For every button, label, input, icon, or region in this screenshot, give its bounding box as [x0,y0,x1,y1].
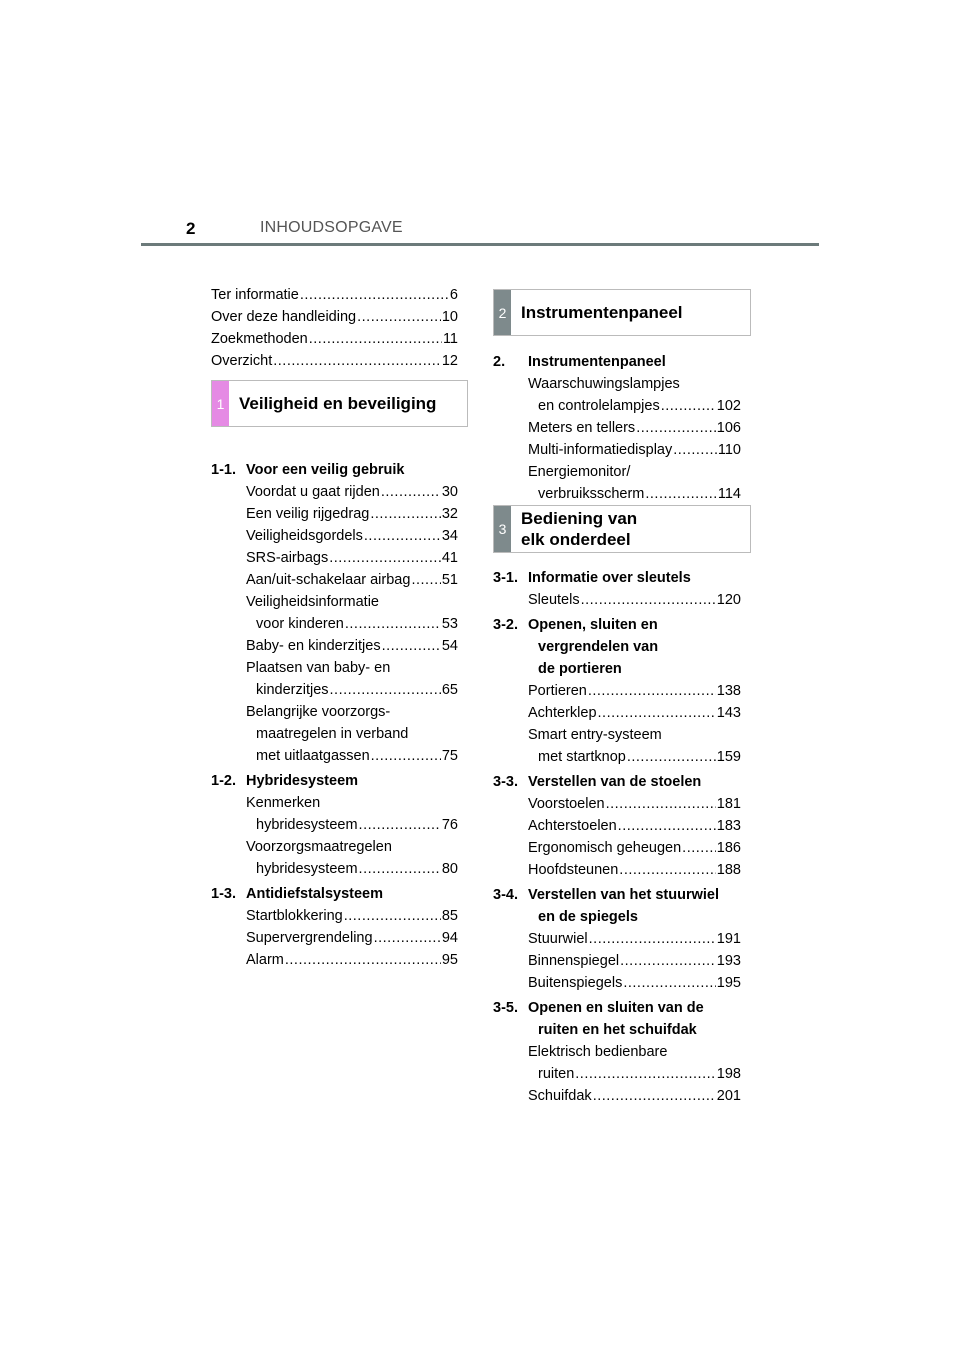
toc-entry[interactable]: Veiligheidsinformatie voor kinderen ..... 53 [246,591,458,635]
toc-entry[interactable]: Voordat u gaat rijden ..... 30 [246,481,458,503]
toc-entry[interactable]: Meters en tellers ..... 106 [528,417,741,439]
section-heading[interactable]: 3-3. Verstellen van de stoelen [493,774,702,790]
section-heading[interactable]: 3-1. Informatie over sleutels [493,570,691,586]
toc-entry[interactable]: Aan/uit-schakelaar airbag ..... 51 [246,569,458,591]
toc-entry[interactable]: Multi-informatiedisplay ..... 110 [528,439,741,461]
chapter-1-box[interactable] [211,380,468,427]
section-heading[interactable]: 3-4. Verstellen van het stuurwiel en de spiegels [493,887,719,925]
page-number: 2 [186,219,196,238]
toc-entry[interactable]: Sleutels ..... 120 [528,589,741,611]
chapter-title: Instrumentenpaneel [521,303,683,322]
toc-entry[interactable]: Plaatsen van baby- en kinderzitjes ..... 65 [246,657,458,701]
toc-entry[interactable]: Energiemonitor/ verbruiksscherm ..... 114 [528,461,741,505]
toc-entry[interactable]: Smart entry-systeem met startknop ..... 159 [528,724,741,768]
toc-entry[interactable]: Kenmerken hybridesysteem ..... 76 [246,792,458,836]
toc-entry[interactable]: Over deze handleiding ..... 10 [211,306,458,328]
chapter-title: Bediening van elk onderdeel [521,509,638,549]
toc-entry[interactable]: Overzicht ..... 12 [211,350,458,372]
toc-right-column-ch2 [493,351,741,505]
toc-entry[interactable]: Waarschuwingslampjes en controlelampjes ..... 102 [528,373,741,417]
toc-entry[interactable]: Belangrijke voorzorgs- maatregelen in verband met uitlaatgassen ..... 75 [246,701,458,767]
header-divider [141,243,819,246]
toc-entry[interactable]: Binnenspiegel ..... 193 [528,950,741,972]
toc-entry[interactable]: Voorzorgsmaatregelen hybridesysteem ..... 80 [246,836,458,880]
section-heading[interactable]: 2. Instrumentenpaneel [493,354,666,370]
toc-entry[interactable]: Schuifdak ..... 201 [528,1085,741,1107]
toc-right-column-ch3 [493,567,741,1107]
chapter-2-box[interactable] [493,289,751,336]
toc-entry[interactable]: Achterklep ..... 143 [528,702,741,724]
toc-entry[interactable]: Startblokkering ..... 85 [246,905,458,927]
toc-entry[interactable]: Ergonomisch geheugen ..... 186 [528,837,741,859]
section-heading[interactable]: 3-5. Openen en sluiten van de ruiten en het schuifdak [493,1000,704,1038]
toc-entry[interactable]: Een veilig rijgedrag ..... 32 [246,503,458,525]
chapter-tab: 2 [494,290,511,335]
page-header [141,0,819,246]
toc-entry[interactable]: Achterstoelen ..... 183 [528,815,741,837]
toc-entry[interactable]: Stuurwiel ..... 191 [528,928,741,950]
header-title: INHOUDSOPGAVE [260,219,403,236]
chapter-tab: 3 [494,506,511,552]
toc-entry[interactable]: Alarm ..... 95 [246,949,458,971]
toc-entry[interactable]: Veiligheidsgordels ..... 34 [246,525,458,547]
toc-entry[interactable]: Elektrisch bedienbare ruiten ..... 198 [528,1041,741,1085]
toc-entry[interactable]: SRS-airbags ..... 41 [246,547,458,569]
toc-entry[interactable]: Baby- en kinderzitjes ..... 54 [246,635,458,657]
section-heading[interactable]: 1-3. Antidiefstalsysteem [211,886,383,902]
section-heading[interactable]: 1-1. Voor een veilig gebruik [211,462,405,478]
toc-entry[interactable]: Portieren ..... 138 [528,680,741,702]
chapter-tab: 1 [212,381,229,426]
toc-entry[interactable]: Hoofdsteunen ..... 188 [528,859,741,881]
chapter-3-box[interactable] [493,505,751,553]
toc-entry[interactable]: Supervergrendeling ..... 94 [246,927,458,949]
toc-entry[interactable]: Ter informatie ..... 6 [211,284,458,306]
toc-entry[interactable]: Zoekmethoden ..... 11 [211,328,458,350]
section-heading[interactable]: 1-2. Hybridesysteem [211,773,359,789]
toc-entry[interactable]: Voorstoelen ..... 181 [528,793,741,815]
chapter-title: Veiligheid en beveiliging [239,394,437,413]
toc-entry[interactable]: Buitenspiegels ..... 195 [528,972,741,994]
section-heading[interactable]: 3-2. Openen, sluiten en vergrendelen van de portieren [493,617,659,677]
